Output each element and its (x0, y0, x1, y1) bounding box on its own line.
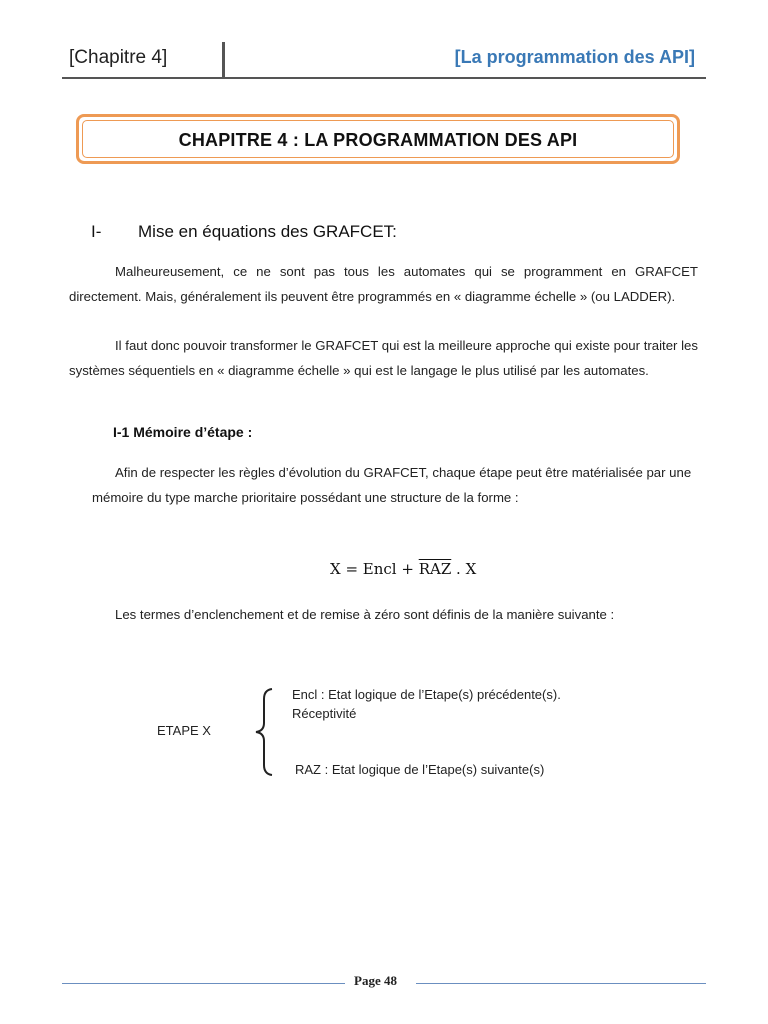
encl-line-1: Encl : Etat logique de l’Etape(s) précédente(s). (292, 687, 561, 702)
footer-rule-left (62, 983, 345, 984)
paragraph-3 (92, 461, 702, 510)
raz-definition: RAZ : Etat logique de l’Etape(s) suivante(s) (295, 762, 545, 777)
encl-definition (292, 685, 561, 723)
chapter-title-box (76, 114, 680, 164)
paragraph-2: Il faut donc pouvoir transformer le GRAFCET qui est la meilleure approche qui existe pour traiter les systèmes séquentiels en « diagramme échelle » qui est le langage le plus utilisé par les automates. (69, 338, 698, 378)
header-chapter: [Chapitre 4] (69, 47, 168, 68)
equation-rhs: . X (451, 560, 477, 578)
etape-label: ETAPE X (157, 723, 211, 738)
header-topic: [La programmation des API] (454, 47, 695, 67)
equation-lhs: X = Encl + (330, 560, 419, 578)
paragraph-4 (92, 603, 702, 628)
header-divider (222, 42, 225, 78)
equation-raz-negated: $\overline{RAZ}$ (418, 560, 452, 578)
subsection-title: I-1 Mémoire d’étape : (113, 424, 253, 440)
paragraph-1: Malheureusement, ce ne sont pas tous les automates qui se programment en GRAFCET directement. Mais, généralement ils peuvent être programmés en « diagramme échelle » (ou LADDER). (69, 264, 698, 304)
encl-line-2: Réceptivité (292, 706, 357, 721)
memory-equation (330, 560, 476, 578)
paragraph-4-text: Les termes d’enclenchement et de remise à zéro sont définis de la manière suivante : (115, 607, 615, 622)
page-number: Page 48 (354, 973, 397, 988)
paragraph-3-text: Afin de respecter les règles d’évolution du GRAFCET, chaque étape peut être matérialisée par une mémoire du type marche prioritaire possédant une structure de la forme : (92, 465, 692, 505)
header-rule (62, 77, 706, 79)
section-number: I- (91, 222, 102, 241)
curly-brace-icon (252, 687, 278, 777)
chapter-title: CHAPITRE 4 : LA PROGRAMMATION DES API (178, 130, 578, 150)
section-title: Mise en équations des GRAFCET: (138, 222, 397, 241)
footer-rule-right (416, 983, 706, 984)
